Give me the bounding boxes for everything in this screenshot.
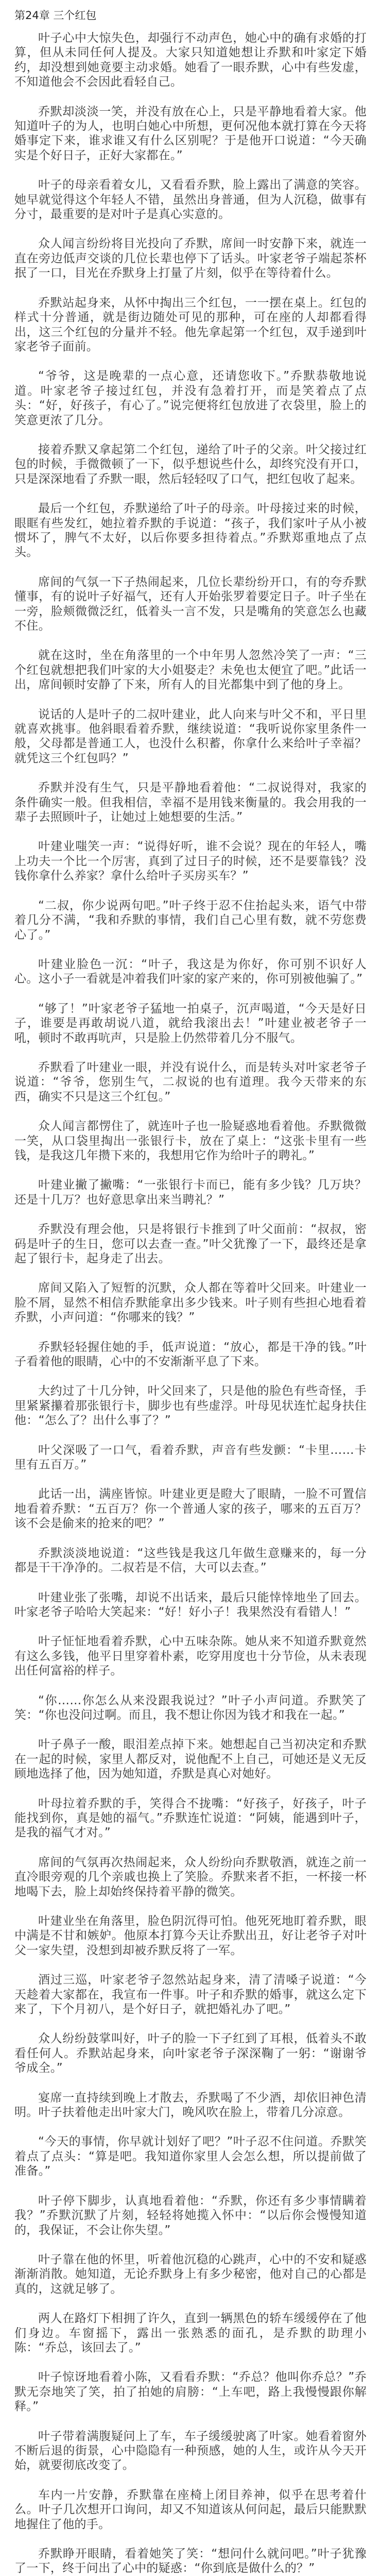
paragraph: 叶建业撇了撇嘴：“一张银行卡而已，能有多少钱？几万块？还是十几万？也好意思拿出来当聘礼？” bbox=[14, 1178, 367, 1207]
paragraph: 席间的气氛再次热闹起来，众人纷纷向乔默敬酒，就连之前一直冷眼旁观的几个亲戚也换上了笑脸。乔默来者不拒，一杯接一杯地喝下去，脸上却始终保持着平静的微笑。 bbox=[14, 1855, 367, 1899]
paragraph: 叶子怔怔地看着乔默，心中五味杂陈。她从来不知道乔默竟然有这么多钱，他平日里穿着朴素，吃穿用度也十分节俭，从未表现出任何富裕的样子。 bbox=[14, 1635, 367, 1678]
paragraph: 乔默并没有生气，只是平静地看着他：“二叔说得对，我家的条件确实一般。但我相信，幸福不是用钱来衡量的。我会用我的一辈子去照顾叶子，让她过上她想要的生活。” bbox=[14, 781, 367, 824]
paragraph: 乔默轻轻握住她的手，低声说道：“放心，都是干净的钱。”叶子看着他的眼睛，心中的不安渐渐平息了下来。 bbox=[14, 1340, 367, 1369]
paragraph: 车内一片安静，乔默靠在座椅上闭目养神，似乎在思考着什么。叶子几次想开口询问，却又不知道该从何问起，最后只能默默地握住了他的手。 bbox=[14, 2488, 367, 2531]
paragraph: 叶子带着满腹疑问上了车，车子缓缓驶离了叶家。她看着窗外不断后退的街景，心中隐隐有一种预感，她的人生，或许从今天开始，就要彻底改变了。 bbox=[14, 2429, 367, 2472]
paragraph: 乔默睁开眼睛，看着她笑了笑：“想问什么就问吧。”叶子犹豫了一下，终于问出了心中的疑惑：“你到底是做什么的？” bbox=[14, 2547, 367, 2575]
paragraph: 叶建业张了张嘴，却说不出话来，最后只能悻悻地坐了回去。叶家老爷子哈哈大笑起来：“好！好小子！我果然没有看错人！” bbox=[14, 1590, 367, 1619]
paragraph: 叶子心中大惊失色，却强行不动声色，她心中的确有求婚的打算，但从未同任何人提及。大家只知道她想让乔默和叶家定下婚约，却没想到她竟要主动求婚。她看了一眼乔默，心中有些发虚，不知道他会不会因此看轻自己。 bbox=[14, 31, 367, 89]
paragraph: 席间的气氛一下子热闹起来，几位长辈纷纷开口，有的夸乔默懂事，有的说叶子好福气，还有人开始张罗着要定日子。叶子坐在一旁，脸颊微微泛红，低着头一言不发，只是嘴角的笑意怎么也藏不住。 bbox=[14, 575, 367, 633]
paragraph: 叶子停下脚步，认真地看着他：“乔默，你还有多少事情瞒着我？”乔默沉默了片刻，轻轻将她揽入怀中：“以后你会慢慢知道的，我保证，不会让你失望。” bbox=[14, 2194, 367, 2237]
paragraph: 说话的人是叶子的二叔叶建业，此人向来与叶父不和，平日里就喜欢挑事。他斜眼看着乔默，继续说道：“我听说你家里条件一般，父母都是普通工人，也没什么积蓄，你拿什么来给叶子幸福？就凭这三个红包吗？” bbox=[14, 707, 367, 765]
paragraph: 叶子靠在他的怀里，听着他沉稳的心跳声，心中的不安和疑惑渐渐消散。她知道，无论乔默身上有多少秘密，他对自己的心都是真的，这就足够了。 bbox=[14, 2252, 367, 2296]
chapter-title: 第24章 三个红包 bbox=[14, 9, 97, 22]
paragraph: 叶父深吸了一口气，看着乔默，声音有些发颤：“卡里……卡里有五百万。” bbox=[14, 1443, 367, 1472]
paragraph: 最后一个红包，乔默递给了叶子的母亲。叶母接过来的时候，眼眶有些发红，她拉着乔默的手说道：“孩子，我们家叶子从小被惯坏了，脾气不太好，以后你要多担待着点。”乔默郑重地点了点头。 bbox=[14, 502, 367, 560]
paragraph: 乔默淡淡地说道：“这些钱是我这几年做生意赚来的，每一分都是干干净净的。二叔若是不信，大可以去查。” bbox=[14, 1546, 367, 1575]
paragraph: 叶子惊讶地看着小陈，又看看乔默：“乔总？他叫你乔总？”乔默无奈地笑了笑，拍了拍她的肩膀：“上车吧，路上我慢慢跟你解释。” bbox=[14, 2370, 367, 2414]
paragraph: 乔默没有理会他，只是将银行卡推到了叶父面前：“叔叔，密码是叶子的生日，您可以去查一查。”叶父犹豫了一下，最终还是拿起了银行卡，起身走了出去。 bbox=[14, 1223, 367, 1265]
paragraph: “你……你怎么从来没跟我说过？”叶子小声问道。乔默笑了笑：“你也没问过啊。而且，我不想让你因为钱才和我在一起。” bbox=[14, 1693, 367, 1722]
paragraph: 酒过三巡，叶家老爷子忽然站起身来，清了清嗓子说道：“今天趁着大家都在，我宣布一件事。叶子和乔默的婚事，就这么定下来了，下个月初八，是个好日子，就把婚礼办了吧。” bbox=[14, 1973, 367, 2016]
paragraph: “够了！”叶家老爷子猛地一拍桌子，沉声喝道，“今天是好日子，谁要是再敢胡说八道，就给我滚出去！”叶建业被老爷子一吼，顿时不敢再吭声，只是脸上仍然带着几分不服气。 bbox=[14, 1002, 367, 1045]
paragraph: 接着乔默又拿起第二个红包，递给了叶子的父亲。叶父接过红包的时候，手微微顿了一下，似乎想说些什么，却终究没有开口，只是深深地看了乔默一眼，然后轻轻叹了口气，把红包收了起来。 bbox=[14, 443, 367, 486]
paragraph: 叶建业嗤笑一声：“说得好听，谁不会说？现在的年轻人，嘴上功夫一个比一个厉害，真到了过日子的时候，还不是要靠钱？没钱你拿什么养家？拿什么给叶子买房买车？” bbox=[14, 840, 367, 883]
paragraph: 众人闻言纷纷将目光投向了乔默，席间一时安静下来，就连一直在旁边低声交谈的几位长辈也停下了话头。叶家老爷子端起茶杯抿了一口，目光在乔默身上打量了片刻，似乎在等待着什么。 bbox=[14, 237, 367, 280]
paragraph: 宴席一直持续到晚上才散去，乔默喝了不少酒，却依旧神色清明。叶子扶着他走出叶家大门，晚风吹在脸上，带着几分凉意。 bbox=[14, 2091, 367, 2120]
paragraph: 席间又陷入了短暂的沉默，众人都在等着叶父回来。叶建业一脸不屑，显然不相信乔默能拿出多少钱来。叶子则有些担心地看着乔默，小声问道：“你哪来的钱？” bbox=[14, 1281, 367, 1325]
paragraph: 就在这时，坐在角落里的一个中年男人忽然冷笑了一声：“三个红包就想把我们叶家的大小姐娶走？未免也太便宜了吧。”此话一出，席间顿时安静了下来，所有人的目光都集中到了他的身上。 bbox=[14, 649, 367, 692]
paragraph: 众人闻言都愣住了，就连叶子也一脸疑惑地看着他。乔默微微一笑，从口袋里掏出一张银行卡，放在了桌上：“这张卡里有一些钱，是我这几年攒下来的，我想用它作为给叶子的聘礼。” bbox=[14, 1120, 367, 1162]
paragraph: 此话一出，满座皆惊。叶建业更是瞪大了眼睛，一脸不可置信地看着乔默：“五百万？你一个普通人家的孩子，哪来的五百万？该不会是偷来的抢来的吧？” bbox=[14, 1487, 367, 1531]
paragraph: 乔默却淡淡一笑，并没有放在心上，只是平静地看着大家。他知道叶子的为人，也明白她心中所想，更何况他本就打算在今天将婚事定下来，谁求谁又有什么区别呢？于是他开口说道：“今天确实是个好日子，正好大家都在。” bbox=[14, 105, 367, 162]
paragraph: 两人在路灯下相拥了许久，直到一辆黑色的轿车缓缓停在了他们身边。车窗摇下，露出一张熟悉的面孔，是乔默的助理小陈：“乔总，该回去了。” bbox=[14, 2312, 367, 2354]
paragraph: 叶建业坐在角落里，脸色阴沉得可怕。他死死地盯着乔默，眼中满是不甘和嫉妒。他原本打算今天让乔默出丑，好让老爷子对叶父一家失望，没想到却被乔默反将了一军。 bbox=[14, 1914, 367, 1957]
paragraph: “今天的事情，你早就计划好了吧？”叶子忍不住问道。乔默笑着点了点头：“算是吧。我知道你家里人会怎么想，所以提前做了准备。” bbox=[14, 2135, 367, 2178]
paragraph: 叶子鼻子一酸，眼泪差点掉下来。她想起自己当初决定和乔默在一起的时候，家里人都反对，说他配不上自己，可她还是义无反顾地选择了他，因为她知道，乔默是真心对她好。 bbox=[14, 1738, 367, 1781]
paragraph: 叶建业脸色一沉：“叶子，我这是为你好，你可别不识好人心。这小子一看就是冲着我们叶家的家产来的，你可别被他骗了。” bbox=[14, 957, 367, 986]
paragraph: 叶子的母亲看着女儿，又看看乔默，脸上露出了满意的笑容。她早就觉得这个年轻人不错，虽然出身普通，但为人沉稳，做事有分寸，最重要的是对叶子是真心实意的。 bbox=[14, 178, 367, 222]
paragraph: 叶母拉着乔默的手，笑得合不拢嘴：“好孩子，好孩子，叶子能找到你，真是她的福气。”乔默连忙说道：“阿姨，能遇到叶子，是我的福气才对。” bbox=[14, 1797, 367, 1840]
paragraph: “二叔，你少说两句吧。”叶子终于忍不住抬起头来，语气中带着几分不满，“我和乔默的事情，我们自己心里有数，就不劳您费心了。” bbox=[14, 899, 367, 942]
paragraph: “爷爷，这是晚辈的一点心意，还请您收下。”乔默恭敬地说道。叶家老爷子接过红包，并没有急着打开，而是笑着点了点头：“好，好孩子，有心了。”说完便将红包放进了衣袋里，脸上的笑意更浓了几分。 bbox=[14, 369, 367, 427]
paragraph: 乔默看了叶建业一眼，并没有说什么，而是转头对叶家老爷子说道：“爷爷，您别生气，二叔说的也有道理。我今天带来的东西，确实不只是这三个红包。” bbox=[14, 1060, 367, 1104]
paragraph: 大约过了十几分钟，叶父回来了，只是他的脸色有些奇怪，手里紧紧攥着那张银行卡，脚步也有些虚浮。叶母见状连忙起身扶住他：“怎么了？出什么事了？” bbox=[14, 1384, 367, 1428]
chapter-body bbox=[14, 31, 367, 2576]
paragraph: 众人纷纷鼓掌叫好，叶子的脸一下子红到了耳根，低着头不敢看任何人。乔默站起身来，向叶家老爷子深深鞠了一躬：“谢谢爷爷成全。” bbox=[14, 2032, 367, 2075]
paragraph: 乔默站起身来，从怀中掏出三个红包，一一摆在桌上。红包的样式十分普通，就是街边随处可见的那种，可在座的人却都看得出，这三个红包的分量并不轻。他先拿起第一个红包，双手递到叶家老爷子面前。 bbox=[14, 296, 367, 353]
